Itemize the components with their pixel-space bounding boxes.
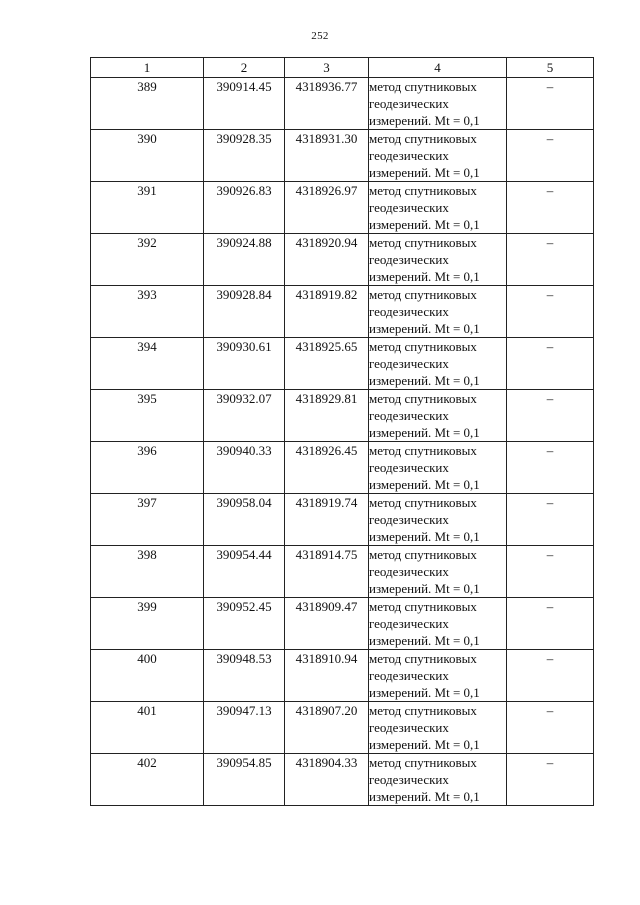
note-cell: – xyxy=(507,78,594,130)
point-number-cell: 402 xyxy=(91,754,204,806)
coordinates-table xyxy=(90,57,594,806)
method-line: геодезических xyxy=(369,252,449,267)
column-header-5: 5 xyxy=(507,58,594,78)
note-cell: – xyxy=(507,754,594,806)
method-line: геодезических xyxy=(369,772,449,787)
column-header-4: 4 xyxy=(369,58,507,78)
method-cell xyxy=(369,78,507,130)
y-coordinate-cell: 4318919.82 xyxy=(285,286,369,338)
method-line: метод спутниковых xyxy=(369,287,477,302)
y-coordinate-cell: 4318920.94 xyxy=(285,234,369,286)
point-number-cell: 398 xyxy=(91,546,204,598)
method-line: измерений. Mt = 0,1 xyxy=(369,425,480,440)
table-header-row xyxy=(91,58,594,78)
column-header-1: 1 xyxy=(91,58,204,78)
point-number-cell: 401 xyxy=(91,702,204,754)
y-coordinate-cell: 4318914.75 xyxy=(285,546,369,598)
method-line: измерений. Mt = 0,1 xyxy=(369,581,480,596)
method-line: измерений. Mt = 0,1 xyxy=(369,477,480,492)
table-row xyxy=(91,338,594,390)
point-number-cell: 396 xyxy=(91,442,204,494)
method-line: измерений. Mt = 0,1 xyxy=(369,529,480,544)
note-cell: – xyxy=(507,702,594,754)
table-row xyxy=(91,286,594,338)
y-coordinate-cell: 4318926.45 xyxy=(285,442,369,494)
method-line: метод спутниковых xyxy=(369,339,477,354)
note-cell: – xyxy=(507,130,594,182)
method-line: измерений. Mt = 0,1 xyxy=(369,737,480,752)
point-number-cell: 399 xyxy=(91,598,204,650)
table-row xyxy=(91,702,594,754)
point-number-cell: 391 xyxy=(91,182,204,234)
note-cell: – xyxy=(507,598,594,650)
method-line: метод спутниковых xyxy=(369,651,477,666)
page-number: 252 xyxy=(311,30,329,42)
table-row xyxy=(91,234,594,286)
y-coordinate-cell: 4318931.30 xyxy=(285,130,369,182)
column-header-3: 3 xyxy=(285,58,369,78)
y-coordinate-cell: 4318909.47 xyxy=(285,598,369,650)
method-line: метод спутниковых xyxy=(369,183,477,198)
table-row xyxy=(91,442,594,494)
x-coordinate-cell: 390930.61 xyxy=(204,338,285,390)
table-row xyxy=(91,598,594,650)
point-number-cell: 390 xyxy=(91,130,204,182)
method-line: измерений. Mt = 0,1 xyxy=(369,269,480,284)
point-number-cell: 400 xyxy=(91,650,204,702)
point-number-cell: 397 xyxy=(91,494,204,546)
method-line: метод спутниковых xyxy=(369,131,477,146)
point-number-cell: 392 xyxy=(91,234,204,286)
table-row xyxy=(91,130,594,182)
method-line: метод спутниковых xyxy=(369,755,477,770)
method-line: метод спутниковых xyxy=(369,547,477,562)
y-coordinate-cell: 4318926.97 xyxy=(285,182,369,234)
note-cell: – xyxy=(507,234,594,286)
x-coordinate-cell: 390948.53 xyxy=(204,650,285,702)
method-line: измерений. Mt = 0,1 xyxy=(369,165,480,180)
method-line: геодезических xyxy=(369,512,449,527)
method-line: геодезических xyxy=(369,96,449,111)
method-line: измерений. Mt = 0,1 xyxy=(369,217,480,232)
table-row xyxy=(91,78,594,130)
note-cell: – xyxy=(507,650,594,702)
method-cell xyxy=(369,286,507,338)
note-cell: – xyxy=(507,442,594,494)
method-line: метод спутниковых xyxy=(369,235,477,250)
table-row xyxy=(91,182,594,234)
x-coordinate-cell: 390928.84 xyxy=(204,286,285,338)
method-line: метод спутниковых xyxy=(369,443,477,458)
point-number-cell: 395 xyxy=(91,390,204,442)
method-line: геодезических xyxy=(369,668,449,683)
method-cell xyxy=(369,494,507,546)
method-cell xyxy=(369,338,507,390)
column-header-2: 2 xyxy=(204,58,285,78)
x-coordinate-cell: 390928.35 xyxy=(204,130,285,182)
table-row xyxy=(91,546,594,598)
method-cell xyxy=(369,598,507,650)
x-coordinate-cell: 390926.83 xyxy=(204,182,285,234)
table-row xyxy=(91,390,594,442)
note-cell: – xyxy=(507,182,594,234)
method-cell xyxy=(369,650,507,702)
x-coordinate-cell: 390954.44 xyxy=(204,546,285,598)
method-line: измерений. Mt = 0,1 xyxy=(369,685,480,700)
point-number-cell: 393 xyxy=(91,286,204,338)
table-row xyxy=(91,754,594,806)
x-coordinate-cell: 390958.04 xyxy=(204,494,285,546)
method-line: измерений. Mt = 0,1 xyxy=(369,113,480,128)
method-cell xyxy=(369,182,507,234)
point-number-cell: 394 xyxy=(91,338,204,390)
method-line: метод спутниковых xyxy=(369,599,477,614)
method-line: геодезических xyxy=(369,564,449,579)
method-cell xyxy=(369,234,507,286)
method-line: метод спутниковых xyxy=(369,79,477,94)
note-cell: – xyxy=(507,286,594,338)
x-coordinate-cell: 390954.85 xyxy=(204,754,285,806)
method-line: метод спутниковых xyxy=(369,495,477,510)
method-cell xyxy=(369,754,507,806)
y-coordinate-cell: 4318904.33 xyxy=(285,754,369,806)
y-coordinate-cell: 4318910.94 xyxy=(285,650,369,702)
method-line: метод спутниковых xyxy=(369,391,477,406)
method-cell xyxy=(369,702,507,754)
method-line: геодезических xyxy=(369,616,449,631)
method-line: геодезических xyxy=(369,148,449,163)
method-line: геодезических xyxy=(369,356,449,371)
note-cell: – xyxy=(507,546,594,598)
method-line: геодезических xyxy=(369,720,449,735)
y-coordinate-cell: 4318907.20 xyxy=(285,702,369,754)
method-line: измерений. Mt = 0,1 xyxy=(369,321,480,336)
point-number-cell: 389 xyxy=(91,78,204,130)
method-line: метод спутниковых xyxy=(369,703,477,718)
x-coordinate-cell: 390932.07 xyxy=(204,390,285,442)
y-coordinate-cell: 4318936.77 xyxy=(285,78,369,130)
x-coordinate-cell: 390947.13 xyxy=(204,702,285,754)
x-coordinate-cell: 390940.33 xyxy=(204,442,285,494)
method-cell xyxy=(369,130,507,182)
y-coordinate-cell: 4318925.65 xyxy=(285,338,369,390)
method-line: измерений. Mt = 0,1 xyxy=(369,373,480,388)
note-cell: – xyxy=(507,390,594,442)
table-row xyxy=(91,494,594,546)
y-coordinate-cell: 4318919.74 xyxy=(285,494,369,546)
note-cell: – xyxy=(507,338,594,390)
method-line: геодезических xyxy=(369,200,449,215)
method-line: геодезических xyxy=(369,460,449,475)
table-row xyxy=(91,650,594,702)
method-cell xyxy=(369,546,507,598)
method-line: геодезических xyxy=(369,408,449,423)
method-line: измерений. Mt = 0,1 xyxy=(369,789,480,804)
method-line: измерений. Mt = 0,1 xyxy=(369,633,480,648)
method-line: геодезических xyxy=(369,304,449,319)
x-coordinate-cell: 390952.45 xyxy=(204,598,285,650)
y-coordinate-cell: 4318929.81 xyxy=(285,390,369,442)
x-coordinate-cell: 390924.88 xyxy=(204,234,285,286)
method-cell xyxy=(369,390,507,442)
x-coordinate-cell: 390914.45 xyxy=(204,78,285,130)
note-cell: – xyxy=(507,494,594,546)
method-cell xyxy=(369,442,507,494)
table-body xyxy=(91,78,594,806)
